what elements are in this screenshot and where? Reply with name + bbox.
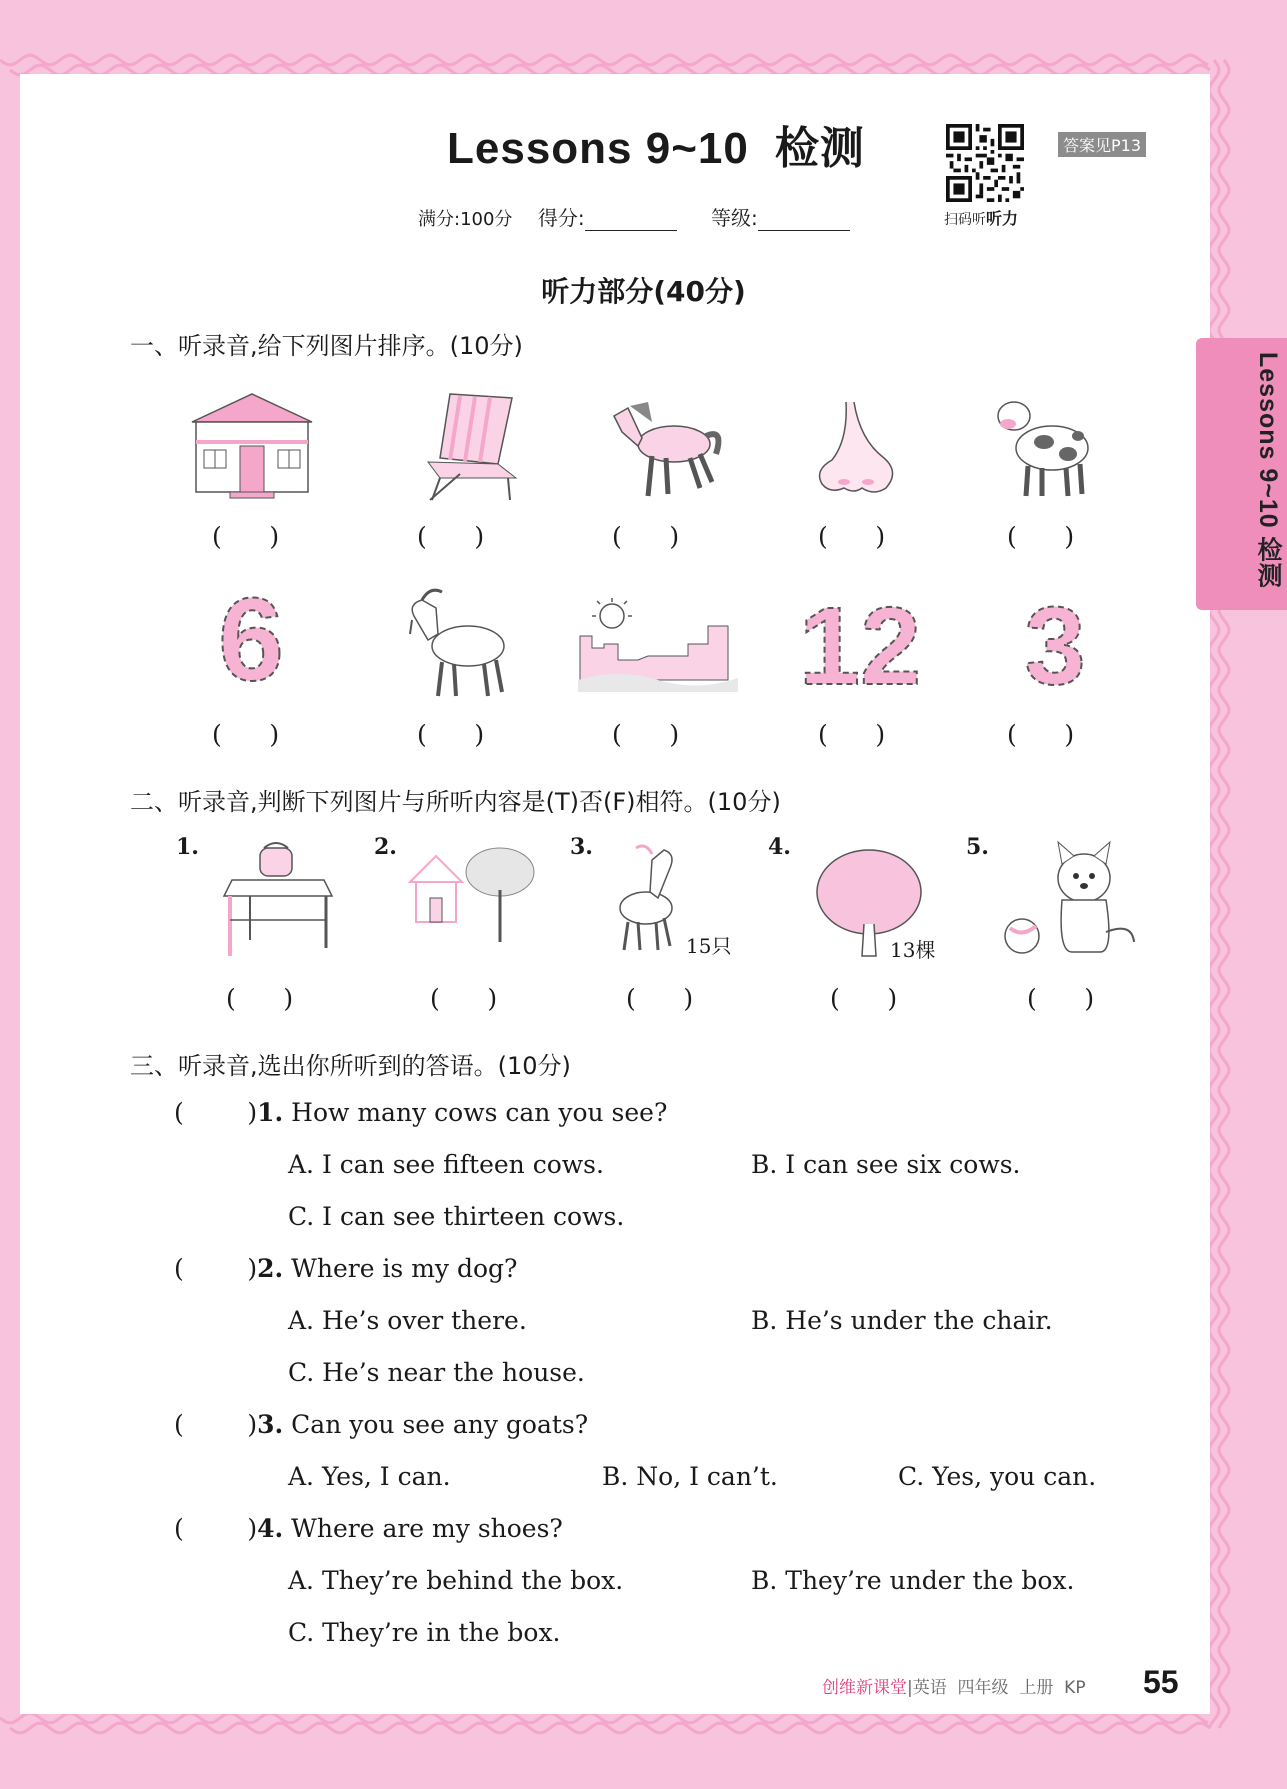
nose-icon [814,400,900,494]
footer-brand [822,1673,1086,1698]
grade-label: 等级: [710,206,758,230]
item-number: 4. [768,834,791,860]
answer-paren[interactable]: ( ) [212,522,280,551]
answer-paren[interactable]: ( ) [174,1410,258,1439]
question-row [174,1098,667,1127]
answer-paren[interactable]: ( ) [430,984,498,1013]
answer-paren[interactable]: ( ) [174,1098,258,1127]
house-icon [182,392,322,502]
full-score: 满分:100分 [418,209,513,230]
score-line [418,202,878,231]
question-text: Where are my shoes? [291,1514,563,1543]
question-row [174,1514,563,1543]
title-cn: 检测 [774,124,865,173]
answer-paren[interactable]: ( ) [626,984,694,1013]
answer-paren[interactable]: ( ) [174,1254,258,1283]
option-c[interactable]: C. He’s near the house. [288,1358,585,1387]
side-tab-label: Lessons 9~10 检测 [1254,352,1282,589]
house-and-tree-icon [408,846,536,946]
section1-heading: 一、听录音,给下列图片排序。(10分) [130,332,523,360]
answer-paren[interactable]: ( ) [417,522,485,551]
answer-paren[interactable]: ( ) [212,720,280,749]
answer-paren[interactable]: ( ) [612,720,680,749]
answer-paren[interactable]: ( ) [830,984,898,1013]
goat-count-caption: 15只 [686,934,732,958]
city-icon [578,596,738,692]
brand-name: 创维新课堂 [822,1678,907,1698]
option-b[interactable]: B. I can see six cows. [751,1150,1021,1179]
bag-on-table-icon [214,840,338,958]
number-12-icon [798,585,922,708]
goat-icon [398,586,514,700]
answer-paren[interactable]: ( ) [417,720,485,749]
score-label: 得分: [537,206,585,230]
answer-paren[interactable]: ( ) [612,522,680,551]
answer-paren[interactable]: ( ) [818,720,886,749]
title-en: Lessons 9~10 [447,124,749,173]
section2-heading: 二、听录音,判断下列图片与所听内容是(T)否(F)相符。(10分) [130,788,781,816]
option-a[interactable]: A. I can see fifteen cows. [288,1150,604,1179]
question-row [174,1410,588,1439]
dog-and-ball-icon [1002,842,1138,956]
option-c[interactable]: C. Yes, you can. [898,1462,1097,1491]
cow-icon [994,394,1094,500]
number-3-glyph: 3 [1024,585,1086,708]
item-number: 5. [966,834,989,860]
qr-label-bold: 听力 [986,209,1019,228]
footer-edition: KP [1064,1678,1086,1698]
question-text: How many cows can you see? [291,1098,668,1127]
grade-blank[interactable] [758,230,850,231]
number-6-glyph: 6 [218,574,284,706]
answer-paren[interactable]: ( ) [1007,522,1075,551]
footer-subject: 英语 [912,1678,947,1698]
item-number: 1. [176,834,199,860]
chair-icon [420,392,520,504]
option-b[interactable]: B. No, I can’t. [602,1462,778,1491]
option-b[interactable]: B. He’s under the chair. [751,1306,1053,1335]
tree-count-caption: 13棵 [890,938,936,962]
answer-paren[interactable]: ( ) [174,1514,258,1543]
answer-paren[interactable]: ( ) [818,522,886,551]
part-title: 听力部分(40分) [541,275,746,308]
number-3-icon [1014,585,1096,708]
number-12-glyph: 12 [798,585,922,708]
question-text: Can you see any goats? [291,1410,589,1439]
answer-paren[interactable]: ( ) [226,984,294,1013]
score-blank[interactable] [585,230,677,231]
section3-heading: 三、听录音,选出你所听到的答语。(10分) [130,1052,571,1080]
question-text: Where is my dog? [291,1254,518,1283]
option-a[interactable]: A. They’re behind the box. [288,1566,624,1595]
item-number: 2. [374,834,397,860]
answer-paren[interactable]: ( ) [1007,720,1075,749]
question-number: 3. [257,1410,284,1439]
question-number: 4. [257,1514,284,1543]
option-a[interactable]: A. Yes, I can. [288,1462,451,1491]
item-number: 3. [570,834,593,860]
page-number: 55 [1143,1664,1179,1700]
answer-reference-badge: 答案见P13 [1058,132,1146,157]
option-b[interactable]: B. They’re under the box. [751,1566,1075,1595]
page-title [447,112,865,176]
option-c[interactable]: C. They’re in the box. [288,1618,561,1647]
number-6-icon [208,574,294,706]
qr-label [944,206,1018,229]
question-row [174,1254,517,1283]
answer-paren[interactable]: ( ) [1027,984,1095,1013]
horse-icon [608,392,728,502]
footer-term: 上册 [1019,1678,1054,1698]
footer-separator: | [907,1678,913,1698]
goat-icon [606,842,692,954]
footer-grade: 四年级 [957,1678,1009,1698]
option-c[interactable]: C. I can see thirteen cows. [288,1202,625,1231]
qr-code-icon[interactable] [946,124,1024,202]
question-number: 2. [257,1254,284,1283]
question-number: 1. [257,1098,284,1127]
option-a[interactable]: A. He’s over there. [288,1306,527,1335]
qr-label-prefix: 扫码听 [944,212,986,228]
